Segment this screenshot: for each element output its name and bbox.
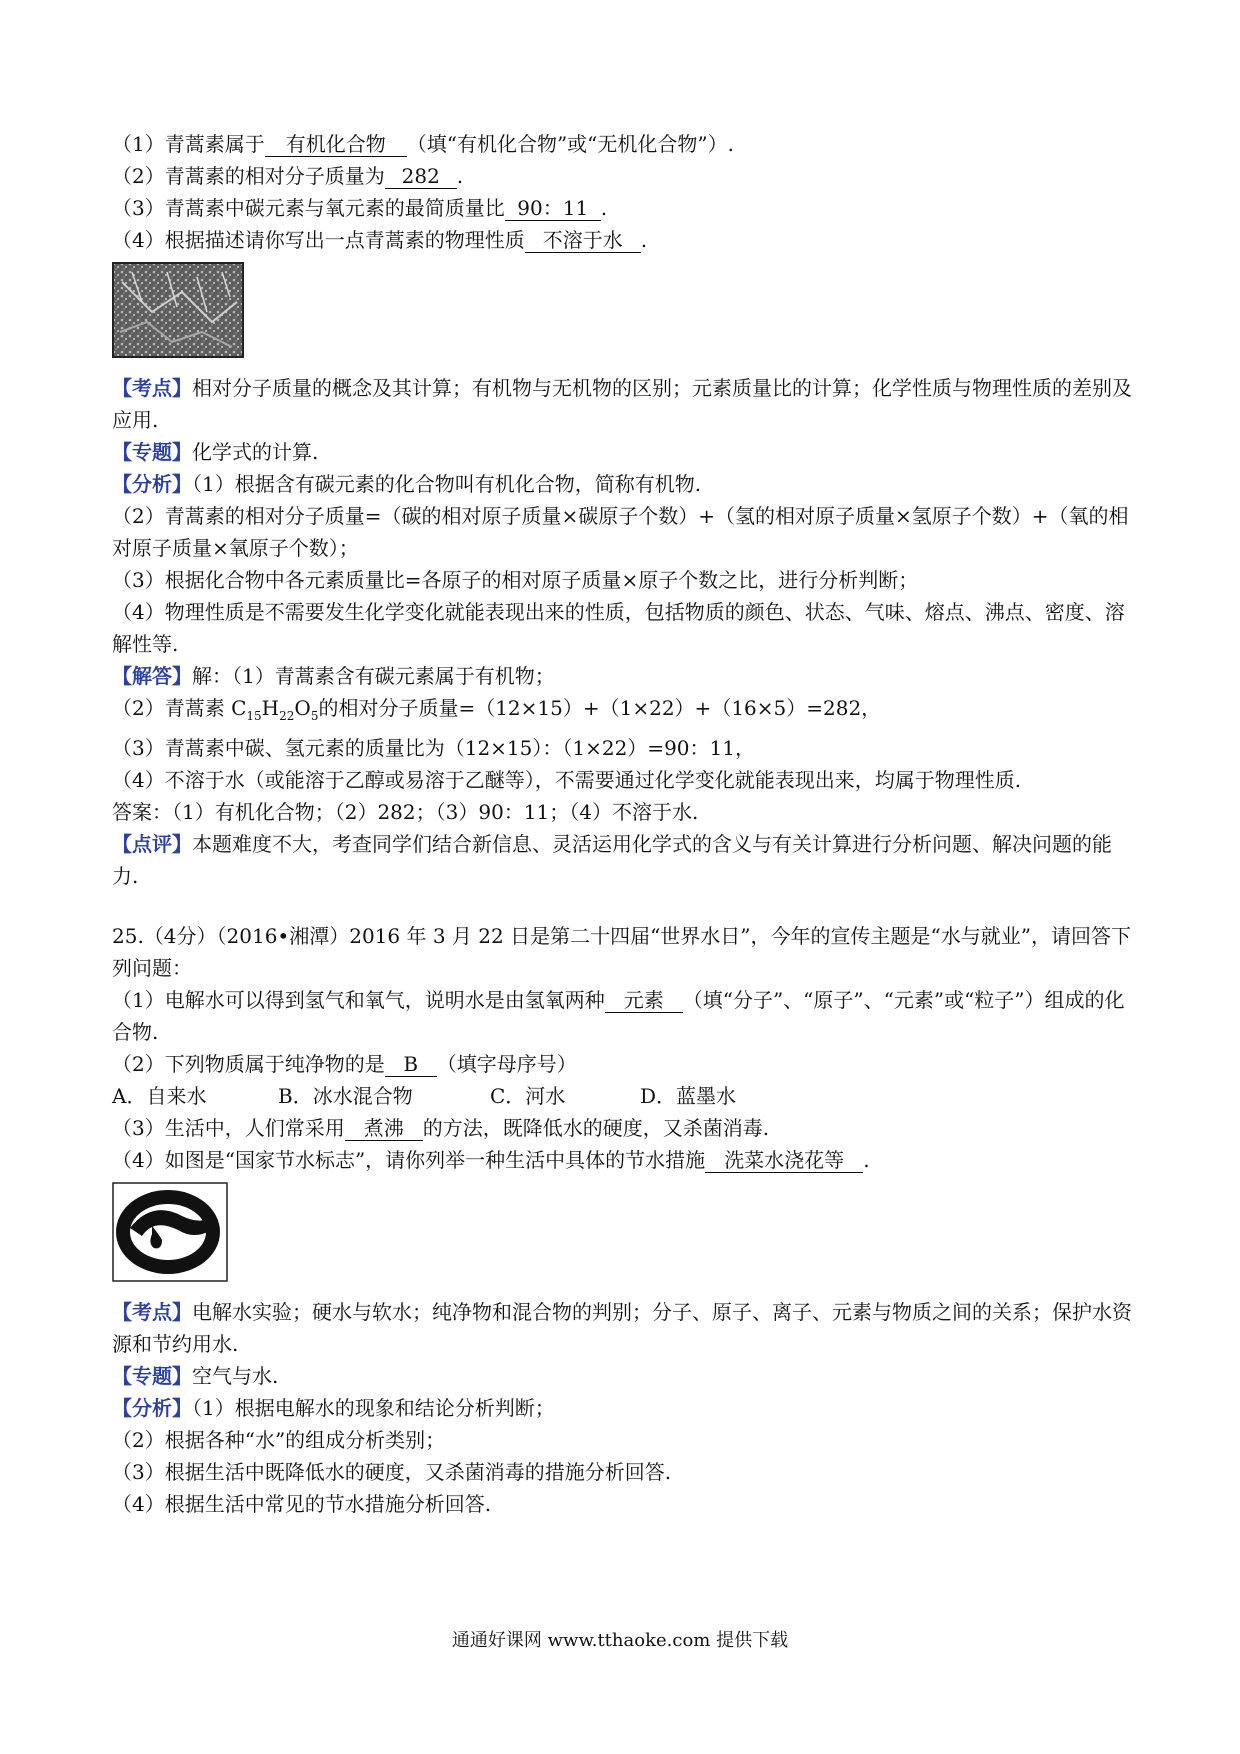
option-d: D．蓝墨水 — [640, 1084, 737, 1108]
q24-part2-text: （2）青蒿素的相对分子质量为 — [112, 164, 385, 188]
q25-part3-end: 的方法，既降低水的硬度，又杀菌消毒. — [422, 1116, 770, 1140]
q24-dianping-text: 本题难度不大，考查同学们结合新信息、灵活运用化学式的含义与有关计算进行分析问题、解决问题的能力. — [112, 832, 1112, 888]
zhuanti-tag: 【专题】 — [112, 1364, 192, 1388]
fenxi-tag: 【分析】 — [112, 472, 192, 496]
q24-fenxi-1: （1）根据含有碳元素的化合物叫有机化合物，简称有机物. — [192, 472, 702, 496]
formula-sub-c: 15 — [246, 709, 262, 723]
water-saving-logo-icon — [112, 1182, 228, 1282]
q24-answer-summary: 答案：（1）有机化合物；（2）282；（3）90：11；（4）不溶于水. — [112, 800, 699, 824]
q25-fenxi-1: （1）根据电解水的现象和结论分析判断； — [192, 1396, 555, 1420]
q24-part3-answer: 90：11 — [505, 196, 601, 221]
section-gap — [112, 892, 1132, 920]
q25-part2 — [112, 1048, 1132, 1080]
q24-kaodian-text: 相对分子质量的概念及其计算；有机物与无机物的区别；元素质量比的计算；化学性质与物理性质的差别及应用. — [112, 376, 1132, 432]
q25-part4-end: . — [863, 1148, 870, 1172]
q24-part4-answer: 不溶于水 — [525, 228, 641, 253]
dianping-tag: 【点评】 — [112, 832, 192, 856]
q25-part3 — [112, 1112, 1132, 1144]
q24-jieda — [112, 660, 1132, 692]
q24-kaodian — [112, 372, 1132, 436]
q25-kaodian — [112, 1296, 1132, 1360]
option-a: A．自来水 — [112, 1084, 207, 1108]
page-footer: 通通好课网 www.tthaoke.com 提供下载 — [451, 1630, 789, 1651]
q25-fenxi-4: （4）根据生活中常见的节水措施分析回答. — [112, 1492, 492, 1516]
kaodian-tag: 【考点】 — [112, 1300, 192, 1324]
q24-part4-end: . — [640, 228, 648, 252]
q25-part4-text: （4）如图是“国家节水标志”，请你列举一种生活中具体的节水措施 — [112, 1148, 706, 1172]
q24-part4 — [112, 224, 1132, 256]
q25-part2-text: （2）下列物质属于纯净物的是 — [112, 1052, 385, 1076]
q24-part3-text: （3）青蒿素中碳元素与氧元素的最简质量比 — [112, 196, 505, 220]
q24-jieda-2 — [112, 692, 1132, 732]
q25-part1-text: （1）电解水可以得到氢气和氧气，说明水是由氢氧两种 — [112, 988, 605, 1012]
q24-part4-text: （4）根据描述请你写出一点青蒿素的物理性质 — [112, 228, 525, 252]
q24-jieda-1: 解：（1）青蒿素含有碳元素属于有机物； — [192, 664, 555, 688]
fenxi-tag: 【分析】 — [112, 1396, 192, 1420]
option-c: C．河水 — [490, 1084, 566, 1108]
q25-fenxi-3: （3）根据生活中既降低水的硬度，又杀菌消毒的措施分析回答. — [112, 1460, 672, 1484]
q24-part3 — [112, 192, 1132, 224]
q24-part2-end: . — [456, 164, 464, 188]
crystal-photo-image — [112, 262, 244, 358]
q24-part3-end: . — [600, 196, 608, 220]
q25-part2-answer: B — [385, 1052, 437, 1077]
q24-fenxi-4: （4）物理性质是不需要发生化学变化就能表现出来的性质，包括物质的颜色、状态、气味、熔点、沸点、密度、溶解性等. — [112, 600, 1125, 656]
q25-part4 — [112, 1144, 1132, 1176]
q25-part1-answer: 元素 — [605, 988, 683, 1013]
q25-part1-hint: （填“分子”、“原子”、“元素”或“粒子”）组成的化合物. — [112, 988, 1125, 1044]
q24-jieda-4: （4）不溶于水（或能溶于乙醇或易溶于乙醚等），不需要通过化学变化就能表现出来，均属于物理性质. — [112, 768, 1022, 792]
q25-part3-answer: 煮沸 — [345, 1116, 423, 1141]
q24-fenxi — [112, 468, 1132, 500]
jieda-2-rest: 的相对分子质量=（12×15）+（1×22）+（16×5）=282， — [318, 696, 882, 720]
q24-part2-answer: 282 — [385, 164, 457, 189]
q24-part2 — [112, 160, 1132, 192]
q25-zhuanti — [112, 1360, 1132, 1392]
q25-fenxi-2: （2）根据各种“水”的组成分析类别； — [112, 1428, 446, 1452]
q25-zhuanti-text: 空气与水. — [192, 1364, 279, 1388]
q24-zhuanti-text: 化学式的计算. — [192, 440, 319, 464]
q24-part1 — [112, 128, 1132, 160]
question-24-continued — [112, 128, 1132, 1520]
q25-options — [112, 1080, 1132, 1112]
q24-jieda-3: （3）青蒿素中碳、氢元素的质量比为（12×15）：（1×22）=90：11， — [112, 736, 755, 760]
q25-kaodian-text: 电解水实验；硬水与软水；纯净物和混合物的判别；分子、原子、离子、元素与物质之间的关系；保护水资源和节约用水. — [112, 1300, 1132, 1356]
q24-zhuanti — [112, 436, 1132, 468]
formula-sub-o: 5 — [310, 709, 319, 723]
jieda-tag: 【解答】 — [112, 664, 192, 688]
zhuanti-tag: 【专题】 — [112, 440, 192, 464]
q25-part3-text: （3）生活中，人们常采用 — [112, 1116, 345, 1140]
water-saving-logo — [112, 1182, 1132, 1286]
formula-h: H — [261, 696, 280, 720]
q25-part4-answer: 洗菜水浇花等 — [705, 1148, 863, 1173]
q24-part1-hint: （填“有机化合物”或“无机化合物”）. — [406, 132, 734, 156]
q24-part1-answer: 有机化合物 — [265, 132, 407, 157]
q24-fenxi-2: （2）青蒿素的相对分子质量=（碳的相对原子质量×碳原子个数）+（氢的相对原子质量×氢原子个数）+（氧的相对原子质量×氧原子个数）； — [112, 504, 1129, 560]
q24-dianping — [112, 828, 1132, 892]
formula-o: O — [294, 696, 311, 720]
q25-part1 — [112, 984, 1132, 1048]
q24-part1-text: （1）青蒿素属于 — [112, 132, 265, 156]
artemisinin-crystal-photo — [112, 262, 1132, 362]
q24-fenxi-3: （3）根据化合物中各元素质量比=各原子的相对原子质量×原子个数之比，进行分析判断； — [112, 568, 919, 592]
formula-sub-h: 22 — [279, 709, 295, 723]
q25-stem: 25.（4分）（2016•湘潭）2016 年 3 月 22 日是第二十四届“世界水日”，今年的宣传主题是“水与就业”，请回答下列问题： — [112, 924, 1131, 980]
q25-part2-hint: （填字母序号） — [436, 1052, 577, 1076]
kaodian-tag: 【考点】 — [112, 376, 192, 400]
option-b: B．冰水混合物 — [278, 1084, 413, 1108]
jieda-2-prefix: （2）青蒿素 C — [112, 696, 247, 720]
q25-fenxi — [112, 1392, 1132, 1424]
